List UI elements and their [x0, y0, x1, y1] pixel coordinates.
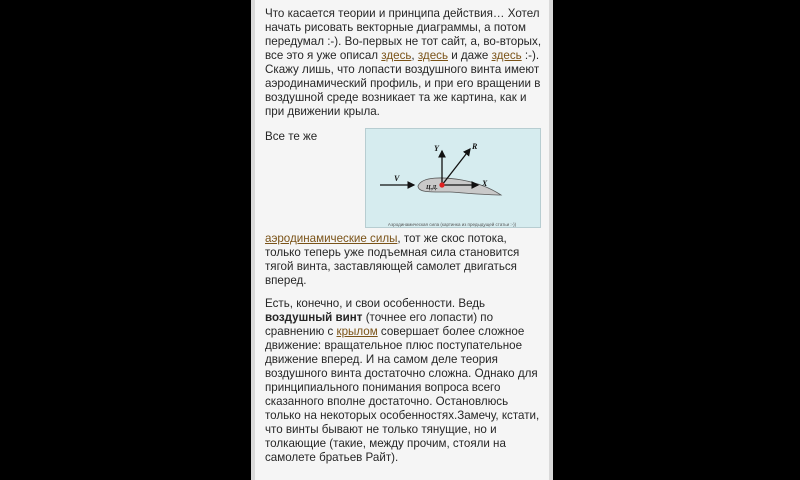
label-x: X [482, 179, 488, 188]
link-wing[interactable]: крылом [336, 325, 378, 338]
article-content [265, 7, 543, 474]
paragraph-text: , тот же скос потока, только теперь уже подъемная сила становится тягой винта, заставляющей самолет двигаться вперед. [265, 232, 520, 287]
paragraph-text: Что касается теории и принципа действия… Хотел начать рисовать векторные диаграммы, а потом передумал :-). Во-первых не тот сайт, а, во-вторых, все это я уже описал [265, 7, 542, 62]
bold-term: воздушный винт [265, 311, 363, 324]
article-page[interactable] [255, 0, 549, 480]
separator-text: , [411, 49, 418, 62]
figure-caption: Аэродинамическая сила (картинка из предыдущей статьи :-)) [387, 222, 517, 227]
float-text: Все те же [265, 130, 318, 143]
link-here-1[interactable]: здесь [381, 49, 412, 62]
paragraph-features [265, 297, 543, 465]
paragraph-forces [265, 232, 543, 288]
label-r: R [472, 142, 478, 151]
paragraph-text: (точнее его лопасти) по сравнению с [265, 311, 494, 338]
pressure-center-dot [439, 182, 444, 187]
paragraph-text: Есть, конечно, и свои особенности. Ведь [265, 297, 486, 310]
label-v: V [394, 174, 400, 183]
paragraph-text: и даже [448, 49, 492, 62]
link-aero-forces[interactable]: аэродинамические силы [265, 232, 398, 245]
link-here-2[interactable]: здесь [417, 49, 448, 62]
paragraph-theory [265, 7, 543, 119]
aerodynamic-force-figure[interactable] [365, 128, 541, 228]
aerodynamic-force-diagram [366, 129, 540, 221]
paragraph-text: :-). Скажу лишь, что лопасти воздушного винта имеют аэродинамический профиль, и при его вращении в воздушной среде возникает та же картина, как и при движении крыла. [265, 49, 541, 118]
link-here-3[interactable]: здесь [491, 49, 522, 62]
figure-block [265, 128, 543, 232]
label-y: Y [434, 144, 439, 153]
label-cd: Ц.Д. [426, 185, 438, 191]
page-right-edge [549, 0, 553, 480]
paragraph-text: совершает более сложное движение: вращательное плюс поступательное движение вперед. И на самом деле теория воздушного винта достаточно сложна. Однако для принципиального понимания вопроса всего сказанного вполне достаточно. Остановлюсь только на некоторых особенностях.Замечу, кстати, что винты бывают не только тянущие, но и толкающие (такие, между прочим, стояли на самолете братьев Райт). [265, 325, 540, 464]
